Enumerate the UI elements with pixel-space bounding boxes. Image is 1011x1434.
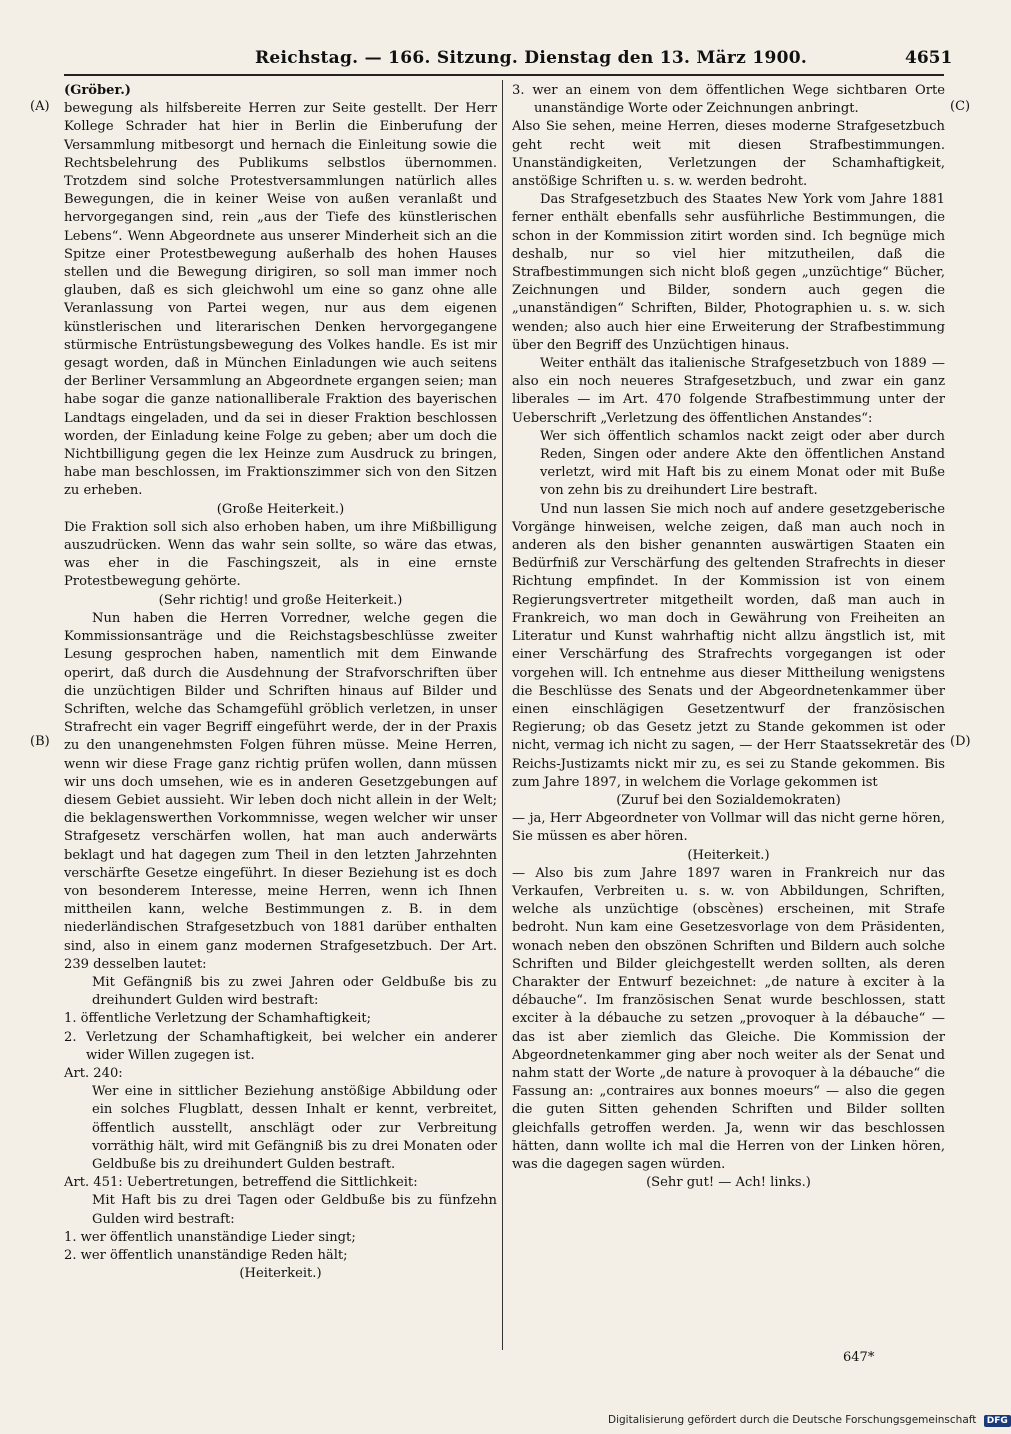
right-column-paragraph: Wer sich öffentlich schamlos nackt zeigt oder aber durch Reden, Singen oder andere Akte den öffentlichen Anstand verletzt, wird mit Haft bis zu einem Monat oder mit Buße von zehn bis zu dreihundert Lire bestraft. <box>540 428 945 499</box>
left-column-paragraph: (Heiterkeit.) <box>239 1266 322 1282</box>
right-column <box>512 82 945 1372</box>
left-column <box>64 82 497 1372</box>
right-column-paragraph: Das Strafgesetzbuch des Staates New York vom Jahre 1881 ferner enthält ebenfalls sehr ausführliche Bestimmungen, die schon in der Kommission zitirt worden sind. Ich begnüge mich deshalb, nur so viel hier mitzutheilen, daß die Strafbestimmungen sich nicht bloß gegen „unzüchtige“ Bücher, Zeichnungen und Bilder, sondern auch gegen die „unanständigen“ Schriften, Bilder, Photographien u. s. w. sich wenden; also auch hier eine Erweiterung der Strafbestimmung über den Begriff des Unzüchtigen hinaus. <box>512 192 945 353</box>
margin-marker-a: (A) <box>30 99 50 114</box>
right-column-paragraph: Weiter enthält das italienische Strafgesetzbuch von 1889 — also ein noch neueres Strafgesetzbuch, und zwar ein ganz liberales — im Art. 470 folgende Strafbestimmung unter der Ueberschrift „Verletzung des öffentlichen Anstandes“: <box>512 356 945 426</box>
left-column-paragraph: 2. wer öffentlich unanständige Reden hält; <box>64 1248 348 1263</box>
left-column-paragraph: (Große Heiterkeit.) <box>216 501 345 517</box>
left-column-paragraph: Art. 240: <box>64 1065 123 1081</box>
left-column-paragraph: bewegung als hilfsbereite Herren zur Seite gestellt. Der Herr Kollege Schrader hat hier in Berlin die Einberufung der Versammlung mitbesorgt und hernach die Einleitung sowie die Rechtsbelehrung des Publikums selbstlos übernommen. Trotzdem sind solche Protestversammlungen natürlich alles Bewegungen, die in keiner Weise von außen veranlaßt und hervorgegangen sind, rein „aus der Tiefe des künstlerischen Lebens“. Wenn Abgeordnete aus unserer Minderheit sich an die Spitze einer Protestbewegung außerhalb des hohen Hauses stellen und die Bewegung dirigiren, so soll man immer noch glauben, daß es sich gleichwohl um eine so ganz ohne alle Veranlassung von Partei wegen, nur aus dem eigenen künstlerischen und literarischen Denken hervorgegangene stürmische Entrüstungsbewegung des Volkes handle. Es ist mir gesagt worden, daß in München Einladungen wie auch seitens der Berliner Versammlung an Abgeordnete ergangen seien; man habe sogar die ganze nationalliberale Fraktion des bayerischen Landtags eingeladen, und da sei in dieser Fraktion beschlossen worden, der Einladung keine Folge zu geben; aber um doch die Nichtbilligung gegen die lex Heinze zum Ausdruck zu bringen, habe man beschlossen, im Fraktionszimmer sich von den Sitzen zu erheben. <box>64 101 497 499</box>
left-column-paragraph: Mit Gefängniß bis zu zwei Jahren oder Geldbuße bis zu dreihundert Gulden wird bestraft: <box>92 974 497 1009</box>
running-title: Reichstag. — 166. Sitzung. Dienstag den 13. März 1900. <box>255 48 808 68</box>
footer-text: Digitalisierung gefördert durch die Deutsche Forschungsgemeinschaft <box>608 1414 977 1426</box>
left-column-paragraph: 1. öffentliche Verletzung der Schamhaftigkeit; <box>64 1011 372 1027</box>
left-column-paragraph: Nun haben die Herren Vorredner, welche gegen die Kommissionsanträge und die Reichstagsbeschlüsse zweiter Lesung gesprochen haben, namentlich mit dem Einwande operirt, daß durch die Ausdehnung der Strafvorschriften über die unzüchtigen Bilder und Schriften hinaus auf Bilder und Schriften, welche das Schamgefühl gröblich verletzen, in unser Strafrecht ein vager Begriff eingeführt werde, der in der Praxis zu den unangenehmsten Folgen führen müsse. Meine Herren, wenn wir diese Frage ganz richtig prüfen wollen, dann müssen wir uns doch umsehen, wie es in anderen Gesetzgebungen auf diesem Gebiet aussieht. Wir leben doch nicht allein in der Welt; die beklagenswerthen Vorkommnisse, wegen welcher wir unser Strafgesetz verschärfen wollen, hat man auch anderwärts beklagt und hat dagegen zum Theil in den letzten Jahrzehnten verschärfte Gesetze eingeführt. In dieser Beziehung ist es doch von besonderem Interesse, meine Herren, wenn ich Ihnen mittheilen kann, welche Bestimmungen z. B. in dem niederländischen Strafgesetzbuch von 1881 darüber enthalten sind, also in einem ganz modernen Strafgesetzbuch. Der Art. 239 desselben lautet: <box>64 610 497 972</box>
left-column-paragraph: (Gröber.) <box>64 83 131 98</box>
column-divider <box>502 80 503 1350</box>
signature-mark: 647* <box>843 1350 875 1365</box>
left-column-paragraph: Art. 451: Uebertretungen, betreffend die Sittlichkeit: <box>64 1175 418 1191</box>
header-rule <box>64 74 944 76</box>
right-column-paragraph: Und nun lassen Sie mich noch auf andere gesetzgeberische Vorgänge hinweisen, welche zeigen, daß man auch noch in anderen als den bisher genannten auswärtigen Staaten ein Bedürfniß zur Verschärfung des geltenden Strafrechts in dieser Richtung empfindet. In der Kommission ist von einem Regierungsvertreter mitgetheilt worden, daß man auch in Frankreich, wo man doch in Gewährung von Freiheiten an Literatur und Kunst wahrhaftig nicht allzu ängstlich ist, mit einer Verschärfung des Strafrechts vorgegangen ist oder vorgehen will. Ich entnehme aus dieser Mittheilung wenigstens die Beschlüsse des Senats und der Abgeordnetenkammer über einen einschlägigen Gesetzentwurf der französischen Regierung; ob das Gesetz jetzt zu Stande gekommen ist oder nicht, vermag ich nicht zu sagen, — der Herr Staatssekretär des Reichs-Justizamts nickt mir zu, es sei zu Stande gekommen. Bis zum Jahre 1897, in welchem die Vorlage gekommen ist <box>512 501 945 790</box>
left-column-paragraph: Mit Haft bis zu drei Tagen oder Geldbuße bis zu fünfzehn Gulden wird bestraft: <box>92 1193 497 1227</box>
dfg-logo: DFG <box>984 1415 1011 1427</box>
left-column-paragraph: (Sehr richtig! und große Heiterkeit.) <box>158 592 403 608</box>
page-header <box>0 48 1000 72</box>
page-number: 4651 <box>905 48 953 68</box>
right-column-paragraph: — ja, Herr Abgeordneter von Vollmar will das nicht gerne hören, Sie müssen es aber hören. <box>512 811 945 845</box>
left-column-paragraph: Wer eine in sittlicher Beziehung anstößige Abbildung oder ein solches Flugblatt, dessen Inhalt er kennt, verbreitet, öffentlich ausstellt, anschlägt oder zur Verbreitung vorräthig hält, wird mit Gefängniß bis zu drei Monaten oder Geldbuße bis zu dreihundert Gulden bestraft. <box>92 1084 497 1172</box>
right-column-paragraph: Also Sie sehen, meine Herren, dieses moderne Strafgesetzbuch geht recht weit mit diesen Strafbestimmungen. Unanständigkeiten, Verletzungen der Schamhaftigkeit, anstößige Schriften u. s. w. werden bedroht. <box>512 119 945 190</box>
left-column-paragraph: Die Fraktion soll sich also erhoben haben, um ihre Mißbilligung auszudrücken. Wenn das wahr sein sollte, so wäre das etwas, was eher in die Faschingszeit, als in eine ernste Protestbewegung gehörte. <box>64 519 497 590</box>
left-column-paragraph: 2. Verletzung der Schamhaftigkeit, bei welcher ein anderer wider Willen zugegen ist. <box>64 1029 497 1063</box>
right-column-paragraph: (Heiterkeit.) <box>687 847 770 863</box>
footer <box>608 1414 1011 1427</box>
margin-marker-c: (C) <box>950 99 971 114</box>
right-column-paragraph: 3. wer an einem von dem öffentlichen Wege sichtbaren Orte unanständige Worte oder Zeichnungen anbringt. <box>512 83 945 117</box>
margin-marker-b: (B) <box>30 734 50 749</box>
right-column-paragraph: (Sehr gut! — Ach! links.) <box>646 1175 811 1191</box>
left-column-paragraph: 1. wer öffentlich unanständige Lieder singt; <box>64 1229 356 1245</box>
right-column-paragraph: (Zuruf bei den Sozialdemokraten) <box>616 792 841 808</box>
right-column-paragraph: — Also bis zum Jahre 1897 waren in Frankreich nur das Verkaufen, Verbreiten u. s. w. von Abbildungen, Schriften, welche als unzüchtige (obscènes) erscheinen, mit Strafe bedroht. Nun kam eine Gesetzesvorlage von dem Präsidenten, wonach neben den obszönen Schriften und Bildern auch solche Schriften und Bilder gleichgestellt werden sollten, als deren Charakter der Entwurf bezeichnet: „de nature à exciter à la débauche“. Im französischen Senat wurde beschlossen, statt exciter à la débauche zu setzen „provoquer à la débauche“ — das ist aber ziemlich das Gleiche. Die Kommission der Abgeordnetenkammer ging aber noch weiter als der Senat und nahm statt der Worte „de nature à provoquer à la débauche“ die Fassung an: „contraires aux bonnes moeurs“ — also die gegen die guten Sitten gehenden Schriften und Bilder sollten gleichfalls getroffen werden. Ja, wenn wir das beschlossen hätten, dann wollte ich mal die Herren von der Linken hören, was die dagegen sagen würden. <box>512 865 945 1172</box>
margin-marker-d: (D) <box>950 734 971 749</box>
